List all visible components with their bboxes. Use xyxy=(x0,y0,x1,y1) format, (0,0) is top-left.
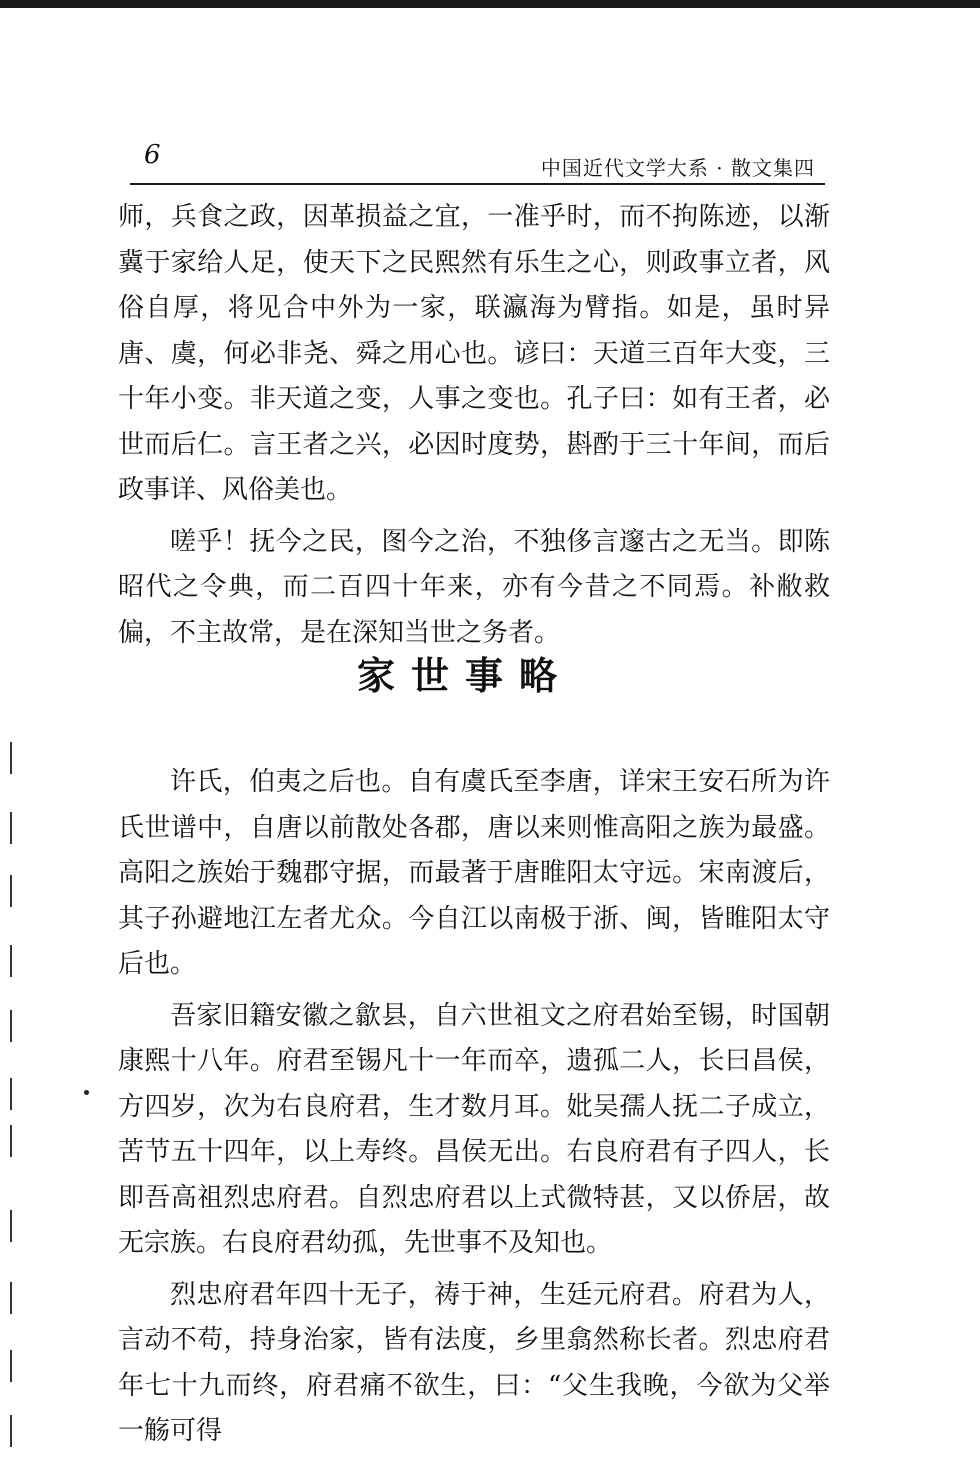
previous-section-text xyxy=(118,195,830,656)
article-body xyxy=(118,760,830,1455)
scan-speck xyxy=(84,1090,89,1095)
scan-top-border xyxy=(0,0,980,8)
scan-margin-mark xyxy=(10,1282,12,1314)
paragraph: 师，兵食之政，因革损益之宜，一准乎时，而不拘陈迹，以渐冀于家给人足，使天下之民熙然有乐生之心，则政事立者，风俗自厚，将见合中外为一家，联瀛海为臂指。如是，虽时异唐、虞，何必非尧、舜之用心也。谚曰：天道三百年大变，三十年小变。非天道之变，人事之变也。孔子曰：如有王者，必世而后仁。言王者之兴，必因时度势，斟酌于三十年间，而后政事详、风俗美也。 xyxy=(118,202,830,505)
scan-margin-mark xyxy=(10,1078,12,1110)
scan-margin-mark xyxy=(10,945,12,977)
paragraph: 烈忠府君年四十无子，祷于神，生廷元府君。府君为人，言动不苟，持身治家，皆有法度，乡里翕然称长者。烈忠府君年七十九而终，府君痛不欲生，曰：“父生我晚，今欲为父举一觞可得 xyxy=(118,1279,830,1446)
scan-margin-mark xyxy=(10,1125,12,1157)
scan-margin-mark xyxy=(10,812,12,844)
paragraph: 嗟乎！抚今之民，图今之治，不独侈言邃古之无当。即陈昭代之令典，而二百四十年来，亦有今昔之不同焉。补敝救偏，不主故常，是在深知当世之务者。 xyxy=(118,526,830,648)
scan-margin-mark xyxy=(10,1415,12,1447)
scan-margin-mark xyxy=(10,1350,12,1382)
page-number: 6 xyxy=(144,140,161,170)
running-header-title: 中国近代文学大系 · 散文集四 xyxy=(540,156,815,180)
scan-margin-mark xyxy=(10,875,12,907)
scan-margin-mark xyxy=(10,742,12,774)
article-title: 家世事略 xyxy=(356,653,573,698)
paragraph: 许氏，伯夷之后也。自有虞氏至李唐，详宋王安石所为许氏世谱中，自唐以前散处各郡，唐以来则惟高阳之族为最盛。高阳之族始于魏郡守据，而最著于唐睢阳太守远。宋南渡后，其子孙避地江左者尤众。今自江以南极于浙、闽，皆睢阳太守后也。 xyxy=(118,767,830,979)
header-rule xyxy=(130,183,825,185)
scan-margin-mark xyxy=(10,1210,12,1242)
scan-margin-mark xyxy=(10,1010,12,1042)
paragraph: 吾家旧籍安徽之歙县，自六世祖文之府君始至锡，时国朝康熙十八年。府君至锡凡十一年而卒，遗孤二人，长曰昌侯，方四岁，次为右良府君，生才数月耳。妣吴孺人抚二子成立，苦节五十四年，以上寿终。昌侯无出。右良府君有子四人，长即吾高祖烈忠府君。自烈忠府君以上式微特甚，又以侨居，故无宗族。右良府君幼孤，先世事不及知也。 xyxy=(118,1000,830,1258)
